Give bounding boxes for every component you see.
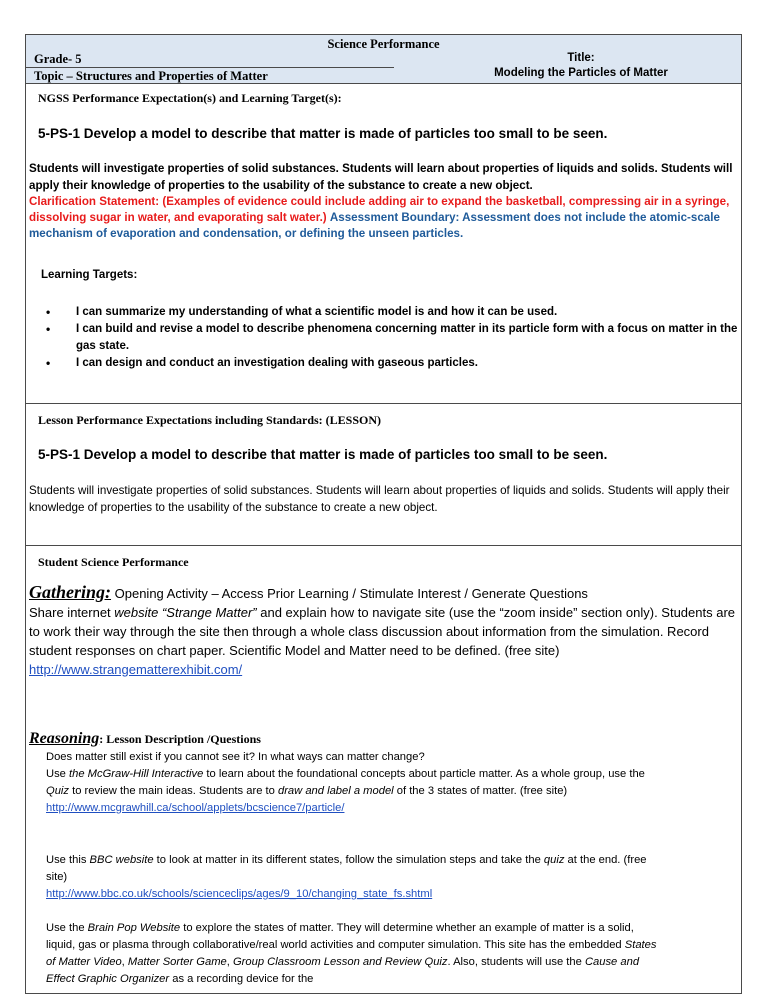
reasoning-emph: Quiz <box>46 785 70 797</box>
lesson-title-block <box>466 51 696 81</box>
lesson-pe: 5-PS-1 Develop a model to describe that matter is made of particles too small to be seen. <box>38 447 608 462</box>
reasoning-text: as a recording device for the <box>169 973 314 985</box>
reasoning-emph: BBC website <box>89 854 154 866</box>
header-table <box>25 34 742 84</box>
ngss-section <box>25 84 742 404</box>
lesson-title: Modeling the Particles of Matter <box>494 67 668 79</box>
header-divider <box>26 67 394 68</box>
gathering-block <box>29 583 741 679</box>
reasoning-item-mcgraw <box>46 749 666 817</box>
reasoning-text: Use <box>46 768 70 780</box>
learning-target: • I can summarize my understanding of what a scientific model is and how it can be used. <box>40 304 740 321</box>
student-performance-section <box>25 546 742 994</box>
reasoning-emph: Group Classroom Lesson and Review Quiz <box>232 956 448 968</box>
student-heading: Student Science Performance <box>38 555 189 569</box>
ngss-description: Students will investigate properties of solid substances. Students will learn about properties of liquids and solids. Students will apply their knowledge of properties to the usability of the substance to create a new object. <box>29 162 733 192</box>
mcgraw-hill-link[interactable]: http://www.mcgrawhill.ca/school/applets/bcscience7/particle/ <box>46 802 345 814</box>
reasoning-text: Use this <box>46 854 90 866</box>
topic-label: Topic – Structures and Properties of Matter <box>34 69 268 83</box>
reasoning-text: to explore the states of matter. They will determine whether an example of matter is a solid, liquid, gas or plasma through collaborative/real world activities and computer simulation. This site has the embedded <box>46 922 634 951</box>
title-label: Title: <box>567 52 595 64</box>
gathering-title: Gathering: <box>29 582 112 602</box>
reasoning-subtitle: : Lesson Description /Questions <box>99 732 261 746</box>
gathering-site: website “Strange Matter” <box>114 605 257 620</box>
clarification-block <box>29 194 739 242</box>
reasoning-text: Use the <box>46 922 88 934</box>
reasoning-emph: Cause and Effect Graphic Organizer <box>46 956 640 985</box>
reasoning-text: , <box>226 956 233 968</box>
reasoning-text: to look at matter in its different states, follow the simulation steps and take the <box>153 854 544 866</box>
reasoning-text: to review the main ideas. Students are to <box>69 785 278 797</box>
clarification-statement: Clarification Statement: (Examples of evidence could include adding air to expand the basketball, compressing air in a syringe, dissolving sugar in water, and evaporating salt water.) <box>29 195 730 224</box>
grade-label: Grade- 5 <box>34 52 82 66</box>
ngss-heading: NGSS Performance Expectation(s) and Learning Target(s): <box>38 91 342 105</box>
reasoning-text: to learn about the foundational concepts about particle matter. As a whole group, use the <box>203 768 645 780</box>
gathering-text: and explain how to navigate site (use the “zoom inside” section only). Students are to work their way through the site then through a whole class discussion about information from the simulation. Record student responses on chart paper. Scientific Model and Matter need to be defined. (free site) <box>29 605 736 658</box>
learning-target: • I can design and conduct an investigation dealing with gaseous particles. <box>40 355 740 372</box>
reasoning-title: Reasoning <box>29 730 100 747</box>
reasoning-emph: Matter Sorter Game <box>127 956 227 968</box>
lesson-plan-page <box>25 34 742 985</box>
gathering-subtitle: Opening Activity – Access Prior Learning / Stimulate Interest / Generate Questions <box>111 586 588 601</box>
reasoning-emph: the McGraw-Hill Interactive <box>69 768 204 780</box>
lesson-heading: Lesson Performance Expectations including Standards: (LESSON) <box>38 413 382 427</box>
lesson-description: Students will investigate properties of solid substances. Students will learn about properties of liquids and solids. Students will apply their knowledge of properties to the usability of the substance to create a new object. <box>29 484 730 514</box>
learning-targets-list <box>40 304 740 372</box>
reasoning-emph: Brain Pop Website <box>87 922 181 934</box>
reasoning-emph: quiz <box>543 854 565 866</box>
strange-matter-link[interactable]: http://www.strangematterexhibit.com/ <box>29 662 243 677</box>
reasoning-emph: States of Matter Video <box>46 939 657 968</box>
reasoning-item-bbc <box>46 852 666 903</box>
ngss-pe: 5-PS-1 Develop a model to describe that matter is made of particles too small to be seen. <box>38 126 608 141</box>
assessment-boundary: Assessment Boundary: Assessment does not include the atomic-scale mechanism of evaporation and condensation, or defining the unseen particles. <box>29 211 720 240</box>
learning-target: • I can build and revise a model to describe phenomena concerning matter in its particle form with a focus on matter in the gas state. <box>40 321 740 355</box>
lesson-section <box>25 404 742 546</box>
bbc-link[interactable]: http://www.bbc.co.uk/schools/scienceclips/ages/9_10/changing_state_fs.shtml <box>46 888 433 900</box>
reasoning-question: Does matter still exist if you cannot see it? In what ways can matter change? <box>46 751 425 763</box>
reasoning-text: at the end. (free site) <box>46 854 647 883</box>
learning-targets-heading: Learning Targets: <box>41 269 138 281</box>
reasoning-header <box>29 730 261 748</box>
reasoning-text: , <box>121 956 128 968</box>
reasoning-text: . Also, students will use the <box>447 956 585 968</box>
reasoning-text: of the 3 states of matter. (free site) <box>393 785 568 797</box>
reasoning-item-brainpop <box>46 920 666 988</box>
reasoning-emph: draw and label a model <box>277 785 394 797</box>
gathering-text: Share internet <box>29 605 115 620</box>
document-title: Science Performance <box>327 37 440 51</box>
